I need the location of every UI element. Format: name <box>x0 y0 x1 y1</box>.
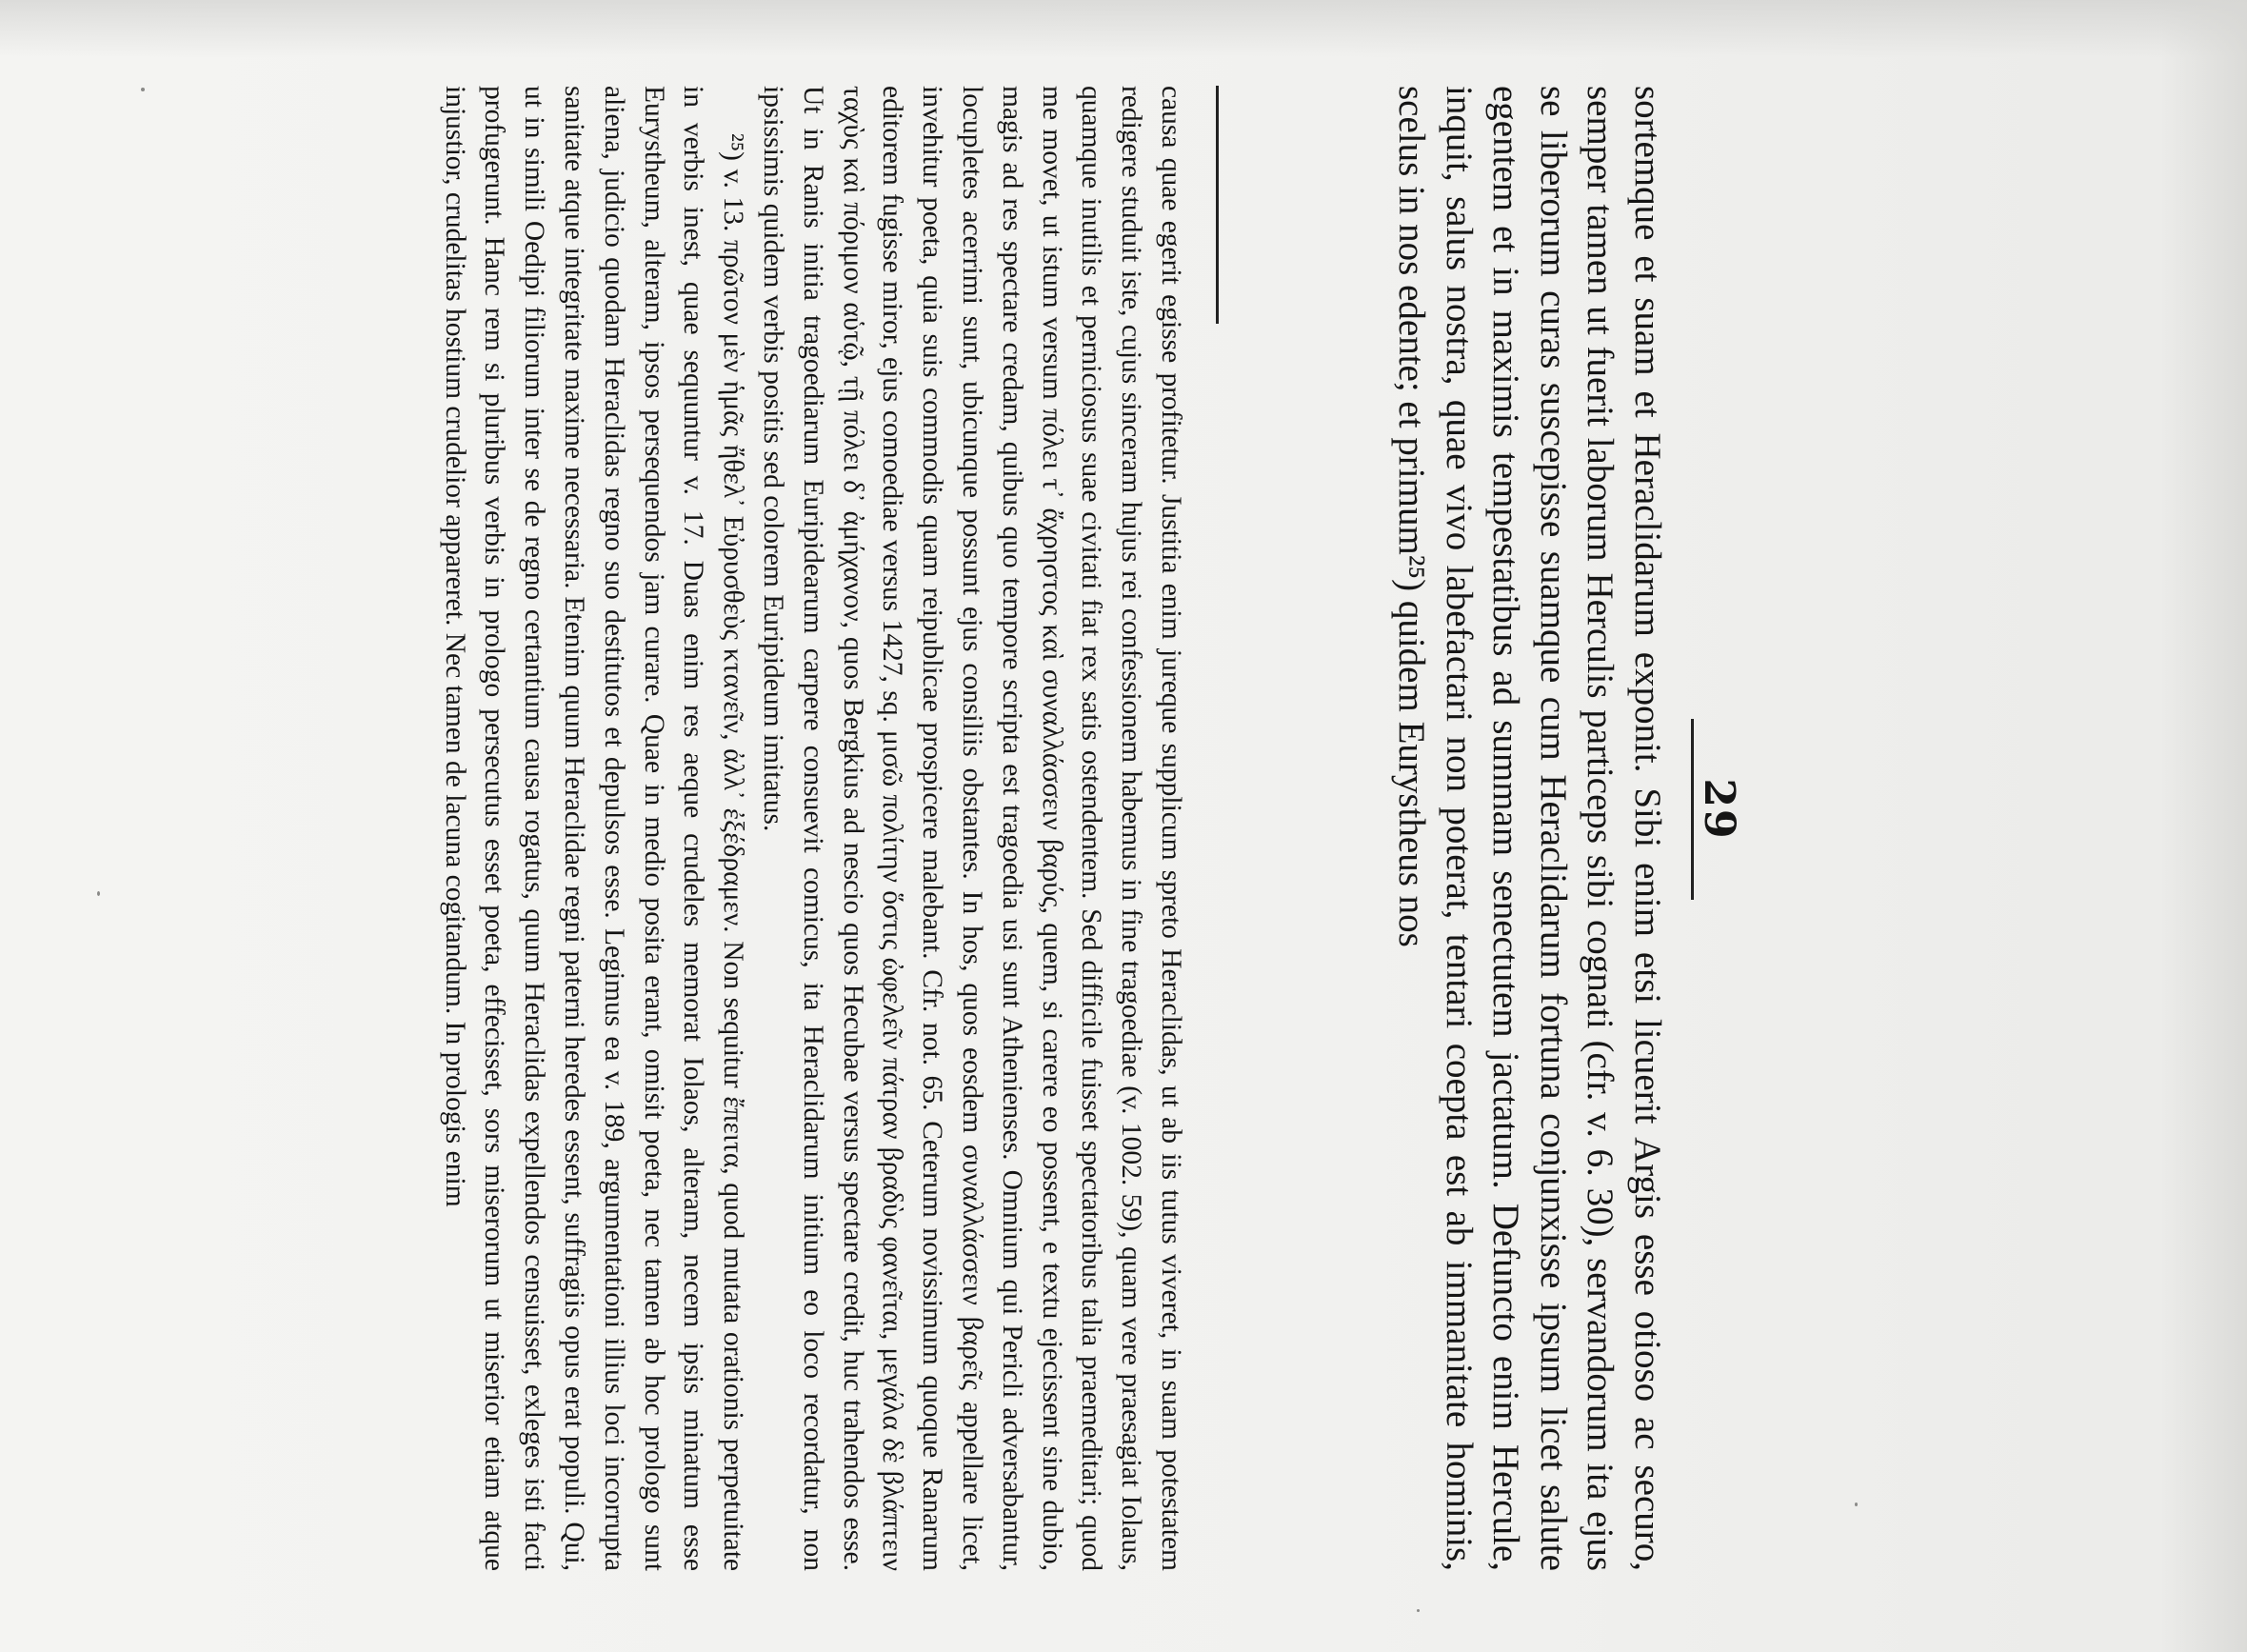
scan-speck <box>1855 1503 1858 1506</box>
header-rule <box>1691 719 1694 900</box>
footnote-paragraph: ²⁵) v. 13. πρῶτον μὲν ἡμᾶς ἤθελ᾽ Εὐρυσθεὺς κτανεῖν, ἀλλ᾽ ἐξέδραμεν. Non sequitur ἔπειτα, quod mutata orationis perpetuitate in verbis inest, quae sequuntur v. 17. Duas enim res aeque crudeles memorat Iolaos, alteram, necem ipsis minatum esse Eurystheum, alteram, ipsos persequendos jam curare. Quae in medio posita erant, omisit poeta, nec tamen ab hoc prologo sunt aliena, judicio quodam Heraclidas regno suo destitutos et depulsos esse. Legimus ea v. 189, argumentationi illius loci incorrupta sanitate atque integritate maxime necessaria. Etenim quum Heraclidae regni paterni heredes essent, suffragiis opus erat populi. Qui, ut in simili Oedipi filiorum inter se de regno certantium causa rogatus, quum Heraclidas expellendos censuisset, exleges isti facti profugerunt. Hanc rem si pluribus verbis in prologo persecutus esset poeta, effecisset, sors miserorum ut miserior etiam atque injustior, crudelitas hostium crudelior appareret. Nec tamen de lacuna cogitandum. In prologis enim <box>439 86 749 1571</box>
page-number: 29 <box>1695 778 1743 841</box>
footnote-paragraph: causa quae egerit egisse profitetur. Justitia enim jureque supplicum spreto Heraclidas, ut ab iis tutus viveret, in suam potestatem redigere studuit iste, cujus sinceram hujus rei confessionem habemus in fine tragoediae (v. 1002. 59), quam vere praesagiat Iolaus, quamque inutilis et perniciosus suae civitati fiat rex satis ostendentem. Sed difficile fuisset spectatoribus talia praemeditari; quod me movet, ut istum versum πόλει τ᾽ ἄχρηστος καὶ συναλλάσσειν βαρύς, quem, si carere eo possent, e textu ejecissent sine dubio, magis ad res spectare credam, quibus quo tempore scripta est tragoedia usi sunt Athenienses. Omnium qui Pericli adversabantur, locupletes acerrimi sunt, ubicunque possunt ejus consiliis obstantes. In hos, quos eosdem συναλλάσσειν βαρεῖς appellare licet, invehitur poeta, quia suis commodis quam reipublicae prospicere malebant. Cfr. not. 65. Ceterum novissimum quoque Ranarum editorem fugisse miror, ejus comoediae versus 1427, sq. μισῶ πολίτην ὅστις ὠφελεῖν πάτραν βραδὺς φανεῖται, μεγάλα δὲ βλάπτειν ταχὺς καὶ πόριμον αὑτῷ, τῇ πόλει δ᾽ ἀμήχανον, quos Bergkius ad nescio quos Hecubae versus spectare credit, huc trahendos esse. Ut in Ranis initia tragoediarum Euripidearum carpere consuevit comicus, ita Heraclidarum initium eo loco recordatur, non ipsissimis quidem verbis positis sed colorem Euripideum imitatus. <box>758 86 1186 1571</box>
scan-shadow-right <box>2161 0 2247 1652</box>
scan-speck <box>97 891 100 896</box>
scan-shadow-top <box>0 0 2247 57</box>
footnotes <box>434 86 1190 1571</box>
scan-speck <box>1417 1609 1420 1612</box>
footnote-separator <box>1216 86 1219 324</box>
printed-page <box>328 86 1743 1571</box>
scan-speck <box>141 88 145 91</box>
main-text: sortemque et suam et Heraclidarum exponit. Sibi enim etsi licuerit Argis esse otioso ac securo, semper tamen ut fuerit laborum Herculis particeps sibi cognati (cfr. v. 6. 30), servandorum ita ejus se liberorum curas suscepisse suamque cum Heraclidarum fortuna conjunxisse ipsum licet salute egentem et in maximis tempestatibus ad summam senectutem jactatum. Defuncto enim Hercule, inquit, salus nostra, quae vivo labefactari non poterat, tentari coepta est ab immanitate hominis, scelus in nos edente; et primum²⁵) quidem Eurystheus nos <box>1391 86 1668 1571</box>
page-header <box>1680 86 1743 1571</box>
